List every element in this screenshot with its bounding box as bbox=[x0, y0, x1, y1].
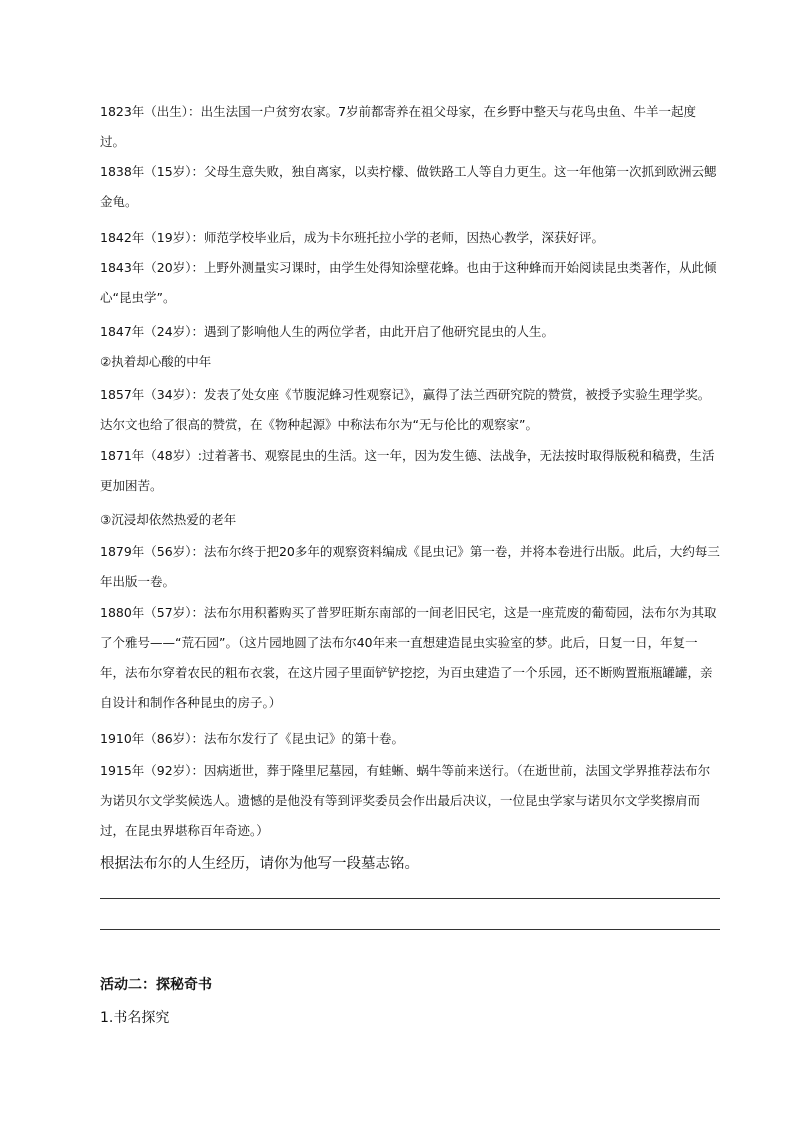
answer-line-2[interactable] bbox=[100, 929, 720, 930]
section-heading-middle-age: ②执着却心酸的中年 bbox=[100, 354, 212, 369]
timeline-entry-1910: 1910年（86岁）：法布尔发行了《昆虫记》的第十卷。 bbox=[100, 731, 404, 746]
activity-title: 活动二：探秘奇书 bbox=[100, 977, 212, 993]
timeline-entry-1879: 1879年（56岁）：法布尔终于把20多年的观察资料编成《昆虫记》第一卷，并将本卷进行出版。此后，大约每三年出版一卷。 bbox=[100, 544, 720, 589]
section-heading-old-age: ③沉浸却依然热爱的老年 bbox=[100, 512, 237, 527]
answer-line-1[interactable] bbox=[100, 898, 720, 899]
timeline-entry-1847: 1847年（24岁）：遇到了影响他人生的两位学者，由此开启了他研究昆虫的人生。 bbox=[100, 324, 554, 339]
epitaph-question: 根据法布尔的人生经历，请你为他写一段墓志铭。 bbox=[100, 856, 419, 872]
timeline-entry-1871: 1871年（48岁）:过着著书、观察昆虫的生活。这一年，因为发生德、法战争，无法按时取得版税和稿费，生活更加困苦。 bbox=[100, 448, 715, 493]
timeline-entry-1842: 1842年（19岁）：师范学校毕业后，成为卡尔班托拉小学的老师，因热心教学，深获好评。 bbox=[100, 230, 604, 245]
timeline-entry-1838: 1838年（15岁）：父母生意失败，独自离家，以卖柠檬、做铁路工人等自力更生。这一年他第一次抓到欧洲云鳃金龟。 bbox=[100, 164, 717, 209]
timeline-entry-1857: 1857年（34岁）：发表了处女座《节腹泥蜂习性观察记》，赢得了法兰西研究院的赞赏，被授予实验生理学奖。达尔文也给了很高的赞赏，在《物种起源》中称法布尔为“无与伦比的观察家”。 bbox=[100, 387, 711, 432]
timeline-entry-1915: 1915年（92岁）：因病逝世，葬于隆里尼墓园，有蛙蜥、蜗牛等前来送行。（在逝世前，法国文学界推荐法布尔为诺贝尔文学奖候选人。遗憾的是他没有等到评奖委员会作出最后决议，一位昆虫学家与诺贝尔文学奖擦肩而过，在昆虫界堪称百年奇迹。） bbox=[100, 763, 711, 838]
timeline-entry-1823: 1823年（出生）：出生法国一户贫穷农家。7岁前都寄养在祖父母家，在乡野中整天与花鸟虫鱼、牛羊一起度过。 bbox=[100, 104, 697, 149]
timeline-entry-1880: 1880年（57岁）：法布尔用积蓄购买了普罗旺斯东南部的一间老旧民宅，这是一座荒废的葡萄园，法布尔为其取了个雅号——“荒石园”。（这片园地圆了法布尔40年来一直想建造昆虫实验室的梦。此后，日复一日，年复一年，法布尔穿着农民的粗布衣裳，在这片园子里面铲铲挖挖，为百虫建造了一个乐园，还不断购置瓶瓶罐罐，亲自设计和制作各种昆虫的房子。） bbox=[100, 605, 717, 710]
subsection-title: 1.书名探究 bbox=[100, 1010, 170, 1026]
timeline-entry-1843: 1843年（20岁）：上野外测量实习课时，由学生处得知涂壁花蜂。也由于这种蜂而开始阅读昆虫类著作，从此倾心“昆虫学”。 bbox=[100, 260, 717, 305]
